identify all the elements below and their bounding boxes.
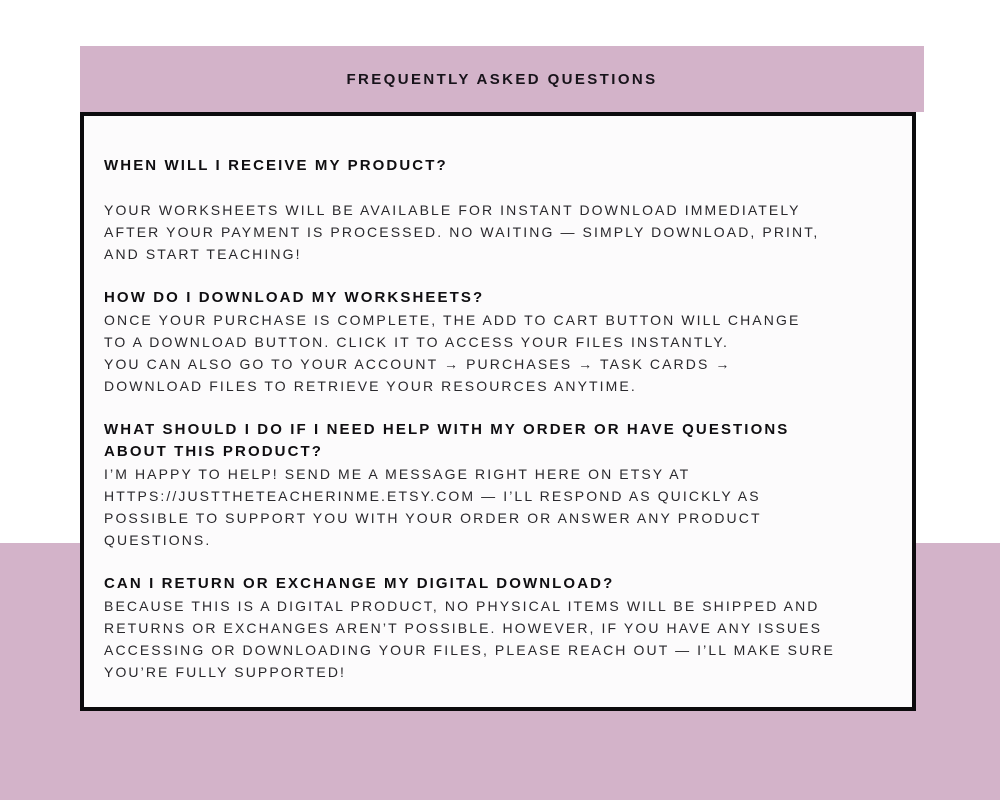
faq-answer-line: I’M HAPPY TO HELP! SEND ME A MESSAGE RIGHT HERE ON ETSY AT [104,466,691,482]
faq-card-content [84,116,912,683]
faq-answer-line: DOWNLOAD FILES TO RETRIEVE YOUR RESOURCES ANYTIME. [104,378,637,394]
faq-question: ABOUT THIS PRODUCT? [104,443,324,460]
faq-answer-line: ACCESSING OR DOWNLOADING YOUR FILES, PLEASE REACH OUT — I’LL MAKE SURE [104,642,835,658]
faq-answer-line: TO A DOWNLOAD BUTTON. CLICK IT TO ACCESS YOUR FILES INSTANTLY. [104,334,729,350]
faq-question: WHAT SHOULD I DO IF I NEED HELP WITH MY ORDER OR HAVE QUESTIONS [104,421,790,438]
faq-question: WHEN WILL I RECEIVE MY PRODUCT? [104,157,448,174]
faq-answer-line: RETURNS OR EXCHANGES AREN’T POSSIBLE. HOWEVER, IF YOU HAVE ANY ISSUES [104,620,823,636]
faq-answer-line: QUESTIONS. [104,532,212,548]
page-title: FREQUENTLY ASKED QUESTIONS [346,70,658,88]
faq-answer-line: AND START TEACHING! [104,246,302,262]
faq-answer-line: YOU CAN ALSO GO TO YOUR ACCOUNT → PURCHASES → TASK CARDS → [104,356,732,372]
faq-answer-line: YOU’RE FULLY SUPPORTED! [104,664,347,680]
faq-section-order-help [104,419,896,551]
faq-header-band [80,46,924,112]
faq-card [80,112,916,711]
faq-answer-line: YOUR WORKSHEETS WILL BE AVAILABLE FOR INSTANT DOWNLOAD IMMEDIATELY [104,202,801,218]
faq-answer-line: AFTER YOUR PAYMENT IS PROCESSED. NO WAITING — SIMPLY DOWNLOAD, PRINT, [104,224,820,240]
faq-answer-line: HTTPS://JUSTTHETEACHERINME.ETSY.COM — I’LL RESPOND AS QUICKLY AS [104,488,761,504]
faq-question: CAN I RETURN OR EXCHANGE MY DIGITAL DOWNLOAD? [104,575,615,592]
faq-answer-line: ONCE YOUR PURCHASE IS COMPLETE, THE ADD TO CART BUTTON WILL CHANGE [104,312,801,328]
faq-section-returns-exchanges [104,573,896,683]
faq-question: HOW DO I DOWNLOAD MY WORKSHEETS? [104,289,485,306]
faq-answer-line: POSSIBLE TO SUPPORT YOU WITH YOUR ORDER OR ANSWER ANY PRODUCT [104,510,762,526]
faq-section-receive-product [104,155,896,265]
faq-answer-line: BECAUSE THIS IS A DIGITAL PRODUCT, NO PHYSICAL ITEMS WILL BE SHIPPED AND [104,598,820,614]
faq-section-download-worksheets [104,287,896,397]
